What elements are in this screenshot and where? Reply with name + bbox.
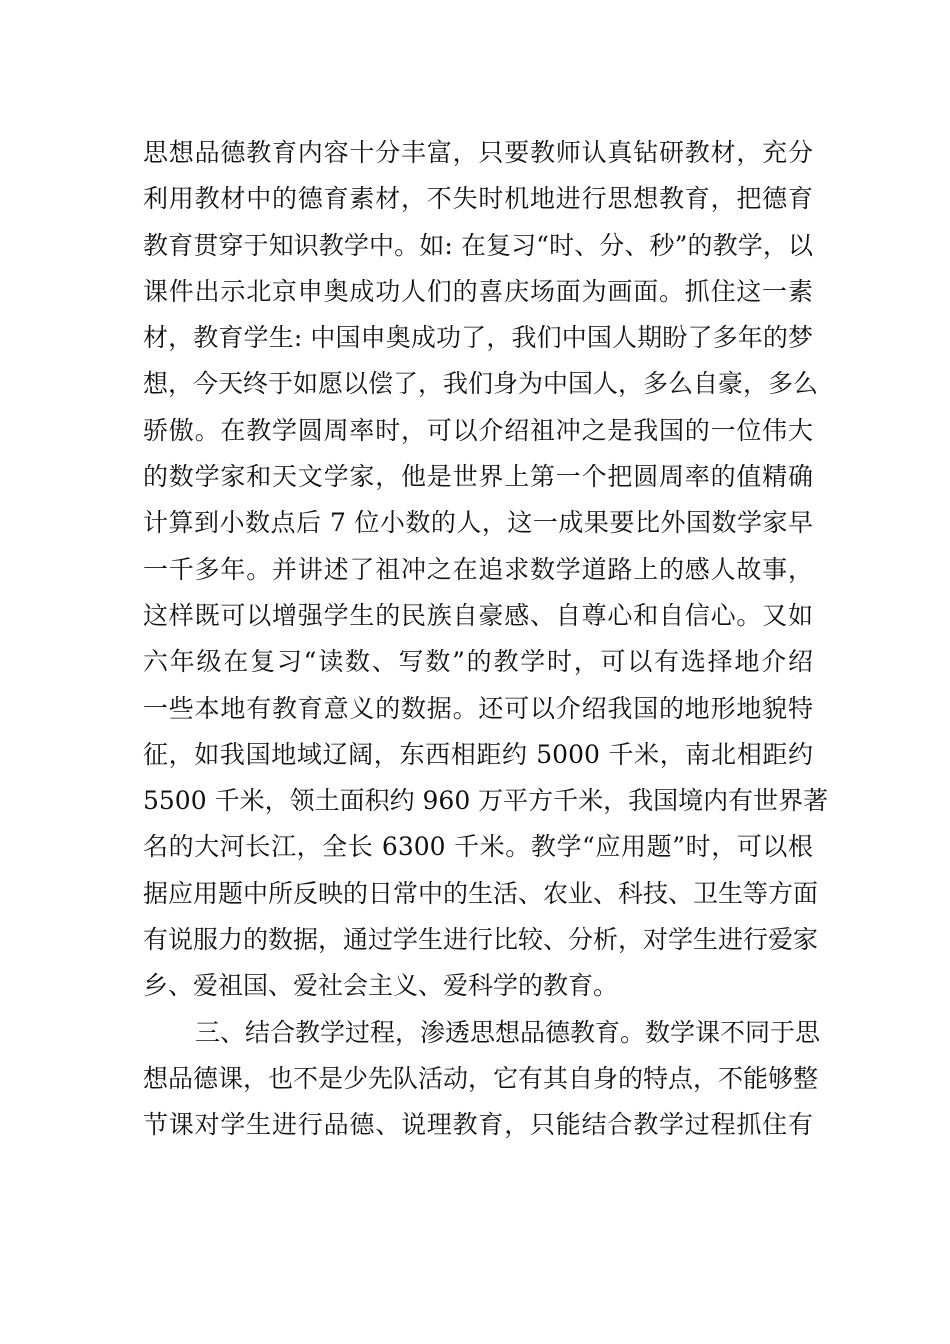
text-line: 一千多年。并讲述了祖冲之在追求数学道路上的感人故事， [143, 554, 813, 584]
text-line: 据应用题中所反映的日常中的生活、农业、科技、卫生等方面 [143, 878, 819, 908]
text-line: 计算到小数点后 7 位小数的人，这一成果要比外国数学家早 [143, 508, 813, 538]
text-line: 的数学家和天文学家，他是世界上第一个把圆周率的值精确 [143, 462, 813, 492]
text-line: 想，今天终于如愿以偿了，我们身为中国人，多么自豪，多么 [143, 369, 819, 399]
text-line: 骄傲。在教学圆周率时，可以介绍祖冲之是我国的一位伟大 [143, 415, 813, 445]
text-line: 征，如我国地域辽阔，东西相距约 5000 千米，南北相距约 [143, 739, 813, 769]
text-line: 5500 千米，领土面积约 960 万平方千米，我国境内有世界著 [143, 786, 829, 816]
text-line: 教育贯穿于知识教学中。如: 在复习“时、分、秒”的教学，以 [143, 230, 813, 260]
text-line: 这样既可以增强学生的民族自豪感、自尊心和自信心。又如 [143, 600, 813, 630]
text-line: 材，教育学生: 中国申奥成功了，我们中国人期盼了多年的梦 [143, 323, 813, 353]
text-line: 名的大河长江，全长 6300 千米。教学“应用题”时，可以根 [143, 832, 813, 862]
section-heading-line: 三、结合教学过程，渗透思想品德教育。数学课不同于思 [195, 1017, 821, 1047]
text-line: 课件出示北京申奥成功人们的喜庆场面为画面。抓住这一素 [143, 276, 813, 306]
paragraph-end-line: 乡、爱祖国、爱社会主义、爱科学的教育。 [143, 971, 619, 1001]
text-line: 有说服力的数据，通过学生进行比较、分析，对学生进行爱家 [143, 925, 819, 955]
body-text [143, 130, 829, 1149]
text-line: 节课对学生进行品德、说理教育，只能结合教学过程抓住有 [143, 1110, 813, 1140]
text-line: 想品德课，也不是少先队活动，它有其自身的特点，不能够整 [143, 1063, 819, 1093]
text-line: 利用教材中的德育素材，不失时机地进行思想教育，把德育 [143, 184, 813, 214]
text-line: 思想品德教育内容十分丰富，只要教师认真钻研教材，充分 [143, 138, 813, 167]
text-line: 一些本地有教育意义的数据。还可以介绍我国的地形地貌特 [143, 693, 813, 723]
text-line: 六年级在复习“读数、写数”的教学时，可以有选择地介绍 [143, 647, 813, 677]
